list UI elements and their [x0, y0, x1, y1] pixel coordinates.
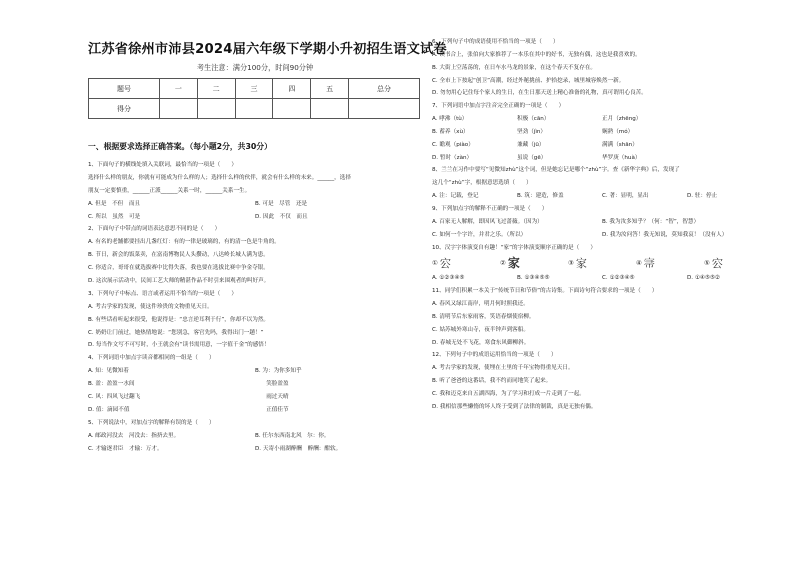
glyph-item [568, 255, 636, 271]
answer-option: B. ①③④⑤⑤ [517, 275, 550, 282]
score-header-cell: 总分 [349, 79, 420, 99]
glyph-number: ⑤ [704, 258, 710, 267]
answer-option: B. 蓄养（xù） [432, 128, 469, 135]
answer-option: D. 因此 不仅 而且 [255, 213, 308, 220]
question-line: C. 奶奶让门前过，她热情地说：“您别急，客官先吗，我得出门一趟！” [88, 329, 264, 336]
page-title: 江苏省徐州市沛县2024届六年级下学期小升初招生语文试卷 [88, 42, 447, 57]
question-line: D. 勿勿用心记住每个家人的生日，在生日那天送上精心准备的礼物，真可谓用心良苦。 [432, 90, 647, 97]
question-line: D. 每当作文写不可写时，小王就会有“读书需用意，一字值千金”的感悟！ [88, 342, 270, 349]
answer-option: C. 著：显明，显出 [602, 193, 649, 200]
score-header-cell: 三 [235, 79, 273, 99]
score-header-cell: 四 [273, 79, 311, 99]
answer-option: B. 可是 尽管 还是 [255, 200, 308, 207]
answer-option: 华罗庚（huà） [602, 154, 641, 161]
answer-option: B. 任尔东西南北风 尔：你。 [255, 432, 330, 439]
glyph-item [432, 255, 500, 271]
question-line: 选择什么样的朋友，你就有可能成为什么样的人；选择什么样的伙伴，就会有什么样的未来。______，选择 [88, 174, 351, 181]
answer-option: B. 盈：盈盈一水间 [88, 381, 135, 388]
glyph-character: 㝐 [711, 256, 723, 270]
option-row [88, 367, 422, 375]
option-row [88, 445, 422, 453]
question-line: 8、兰兰在习作中要写“见微知zhù”这个词，但是她忘记是哪个“zhù”字。查《新华字典》后，发现了 [432, 167, 680, 174]
question-line: D. 这次展示活动中，民间工艺大师的精湛作品不时引来围观者的叫好声。 [88, 278, 270, 285]
question-line: 3、下列句子中标点、语言或者运用不恰当的一项是（ ） [88, 290, 237, 297]
question-line: B. 有些话看听起来很受，他说得是：“忠言逆耳利于行”，你却不以为然。 [88, 316, 270, 323]
question-line: C. 姑苏城外寒山寺，夜半钟声到客船。 [432, 326, 529, 333]
answer-option: A. 但是 不但 而且 [88, 200, 141, 207]
answer-option [687, 154, 772, 162]
answer-option: C. 才输逐君臣 才输：万才。 [88, 445, 163, 452]
answer-option: B. 为：为你多知乎 [255, 368, 302, 375]
question-line: B. 听了爸爸的这番话，我不约而同地笑了起来。 [432, 378, 552, 385]
question-line: C. 你适合，哥哥在就选拔赛中比得失落，我也要在选拔比赛中争金夺银。 [88, 265, 269, 272]
question-line: 这几个“zhù”字，根据意思选填（ ） [432, 180, 532, 187]
option-row [432, 154, 772, 162]
option-row [432, 115, 772, 123]
option-row [88, 213, 422, 221]
glyph-character: 家 [507, 256, 520, 271]
score-cell [273, 99, 311, 119]
question-line: A. 春风又绿江南岸，明月何时照我还。 [432, 301, 529, 308]
answer-option [687, 141, 772, 149]
question-line: 1、下面句子的横线处填入关联词，最恰当的一项是（ ） [88, 162, 237, 168]
question-line: 5、下列说法中，对加点字的解释有误的是（ ） [88, 419, 215, 426]
answer-option: B. 筑：建造，修盖 [517, 193, 564, 200]
answer-option: 兼藏（jū） [517, 141, 545, 148]
answer-option: D. 我为汝问答！我无知说，莫知我哀！（没有人） [602, 231, 728, 238]
answer-option: C. 如何一个字许，并君之乐。（所以） [432, 231, 527, 238]
left-questions [88, 161, 422, 453]
answer-option: 雨过天晴 [255, 394, 289, 401]
option-row [432, 128, 772, 136]
section-heading: 一、根据要求选择正确答案。（每小题2分，共30分） [88, 142, 272, 151]
score-header-cell: 二 [197, 79, 235, 99]
question-line: 10、汉字字体演变自有趣！“家”的字体演变顺序正确的是（ ） [432, 244, 596, 251]
glyph-number: ② [500, 258, 506, 267]
score-cell [235, 99, 273, 119]
glyph-item [500, 254, 568, 271]
answer-option: D. 值：滴园不值 [88, 406, 130, 413]
question-line: A. 有名的老舗都要挂出几盏红灯：有的一律是玻璃的，有的清一色是牛角的。 [88, 239, 280, 246]
answer-option: D. 天寄小雨湖醉酬 醉酬：酣软。 [255, 445, 342, 452]
answer-option: A. 注：记载，登记 [432, 193, 479, 200]
question-line: 7、下列词语中加点字注音完全正确的一项是（ ） [432, 103, 565, 110]
answer-option: 虽说（gē） [517, 154, 547, 161]
option-row [88, 406, 422, 414]
question-line: 9、下列加点字的解释不正确的一项是（ ） [432, 205, 548, 212]
answer-option: A. 哮沸（tù） [432, 116, 468, 123]
right-column [432, 38, 772, 416]
left-column [88, 38, 447, 457]
answer-option: 积极（cān） [517, 116, 550, 123]
answer-option: 正值佳节 [255, 406, 289, 413]
score-table-header-row [89, 79, 420, 99]
option-row [88, 380, 422, 388]
question-line: 12、下列句子中的成语运用恰当的一项是（ ） [432, 352, 557, 359]
answer-option: C. 风：四风飞过翻飞 [88, 394, 141, 401]
glyph-item [704, 255, 772, 271]
glyph-character: 家 [575, 256, 587, 270]
answer-option: C. ①②③④⑤ [602, 275, 635, 282]
answer-option: A. 邮政河没去 河没去：指挤去里。 [88, 432, 180, 439]
question-line: D. 我相信那些懒惰的坏人终于受到了法律的制裁，真是无独有偶。 [432, 403, 597, 410]
option-row [88, 393, 422, 401]
score-cell [349, 99, 420, 119]
glyph-character: 㝐 [439, 256, 451, 270]
answer-option: 满满（shān） [602, 141, 638, 148]
glyph-number: ④ [636, 258, 642, 267]
answer-option: D. 驻：停止 [687, 193, 718, 200]
question-line: 4、下列词语中加点字读音都相同的一组是（ ） [88, 355, 215, 362]
answer-option: 娴熟（mó） [602, 128, 634, 135]
question-line: A. 考古学家的发现，使这件珍贵的文物重见天日。 [88, 303, 213, 310]
question-line: A. 读书合上，张伯向大家推荐了一本乐在其中的好书，无独有偶，这也是我喜欢的。 [432, 51, 641, 58]
question-line: B. 节日，新会的饭菜卖，在富南博物民人头攒动，八达岭长城人满为患。 [88, 252, 269, 259]
glyph-character: 𡨦 [643, 256, 655, 270]
question-line: B. 大街上空荡荡的，在日车水马龙的景象，在这个春天不复存在。 [432, 64, 597, 71]
question-line: C. 全市上下按起“创卫”高潮，经过外秘挑前、护拾挖录，城里城容焕然一新。 [432, 77, 625, 84]
answer-option: A. 百家无人解解，即因风飞过蔷薇。（因为） [432, 218, 543, 225]
right-questions [432, 38, 772, 411]
answer-option: 笑脸盈盈 [255, 381, 289, 388]
question-line: A. 考古学家的发现，使埋在土里的千年宝物得重见天日。 [432, 365, 574, 372]
answer-option [687, 128, 772, 136]
answer-option: B. 我为汝多知乎？（何：“智”，智慧） [602, 218, 700, 225]
question-line: 6、下列句子中的成语使用不恰当的一项是（ ） [432, 39, 559, 45]
score-cell [311, 99, 349, 119]
option-row [432, 274, 772, 282]
score-cell [197, 99, 235, 119]
answer-option [687, 115, 772, 123]
option-row [88, 200, 422, 208]
option-row [432, 192, 772, 200]
question-line: 2、下面句子中带点的词语表达意思不同的是（ ） [88, 226, 221, 233]
answer-option: D. ①④⑤⑤② [687, 275, 720, 282]
score-table-score-row [89, 99, 420, 119]
option-row [88, 432, 422, 440]
score-header-cell: 一 [159, 79, 197, 99]
score-cell: 得分 [89, 99, 160, 119]
answer-option: C. 瞻观（piào） [432, 141, 474, 148]
question-line: C. 我和迈克来自五湖四海，为了学习和打成一片走到了一起。 [432, 390, 585, 397]
exam-notice: 考生注意：满分100分，时间90分钟 [196, 63, 314, 72]
glyph-item [636, 256, 704, 270]
option-row [432, 218, 772, 226]
glyph-number: ① [432, 258, 438, 267]
score-header-cell: 五 [311, 79, 349, 99]
answer-option: A. ①②③④⑤ [432, 275, 465, 282]
score-cell [159, 99, 197, 119]
question-line: 11、同学们积累一本关于“传统节日和节俗”的古诗集。下面诗句符合要求的一项是（ ） [432, 288, 658, 295]
option-row [432, 141, 772, 149]
glyph-evolution-row [432, 256, 772, 269]
answer-option: C. 所以 虽然 可是 [88, 213, 141, 220]
answer-option: 坚劲（jìn） [517, 128, 547, 135]
question-line: 朋友一定要慎重，______正派______关系一时，______关系一生。 [88, 187, 251, 194]
glyph-number: ③ [568, 258, 574, 267]
question-line: B. 清明节后东家雨客，笑语春烟使宿柳。 [432, 313, 535, 320]
option-row [432, 231, 772, 239]
score-table [88, 78, 420, 119]
answer-option: D. 暂时（zàn） [432, 154, 473, 161]
question-line: D. 春城无处不飞花，寒食东风御柳斜。 [432, 339, 530, 346]
answer-option: A. 知：见微知着 [88, 368, 129, 375]
score-header-cell: 题号 [89, 79, 160, 99]
answer-option: 正月（zhēng） [602, 116, 642, 123]
